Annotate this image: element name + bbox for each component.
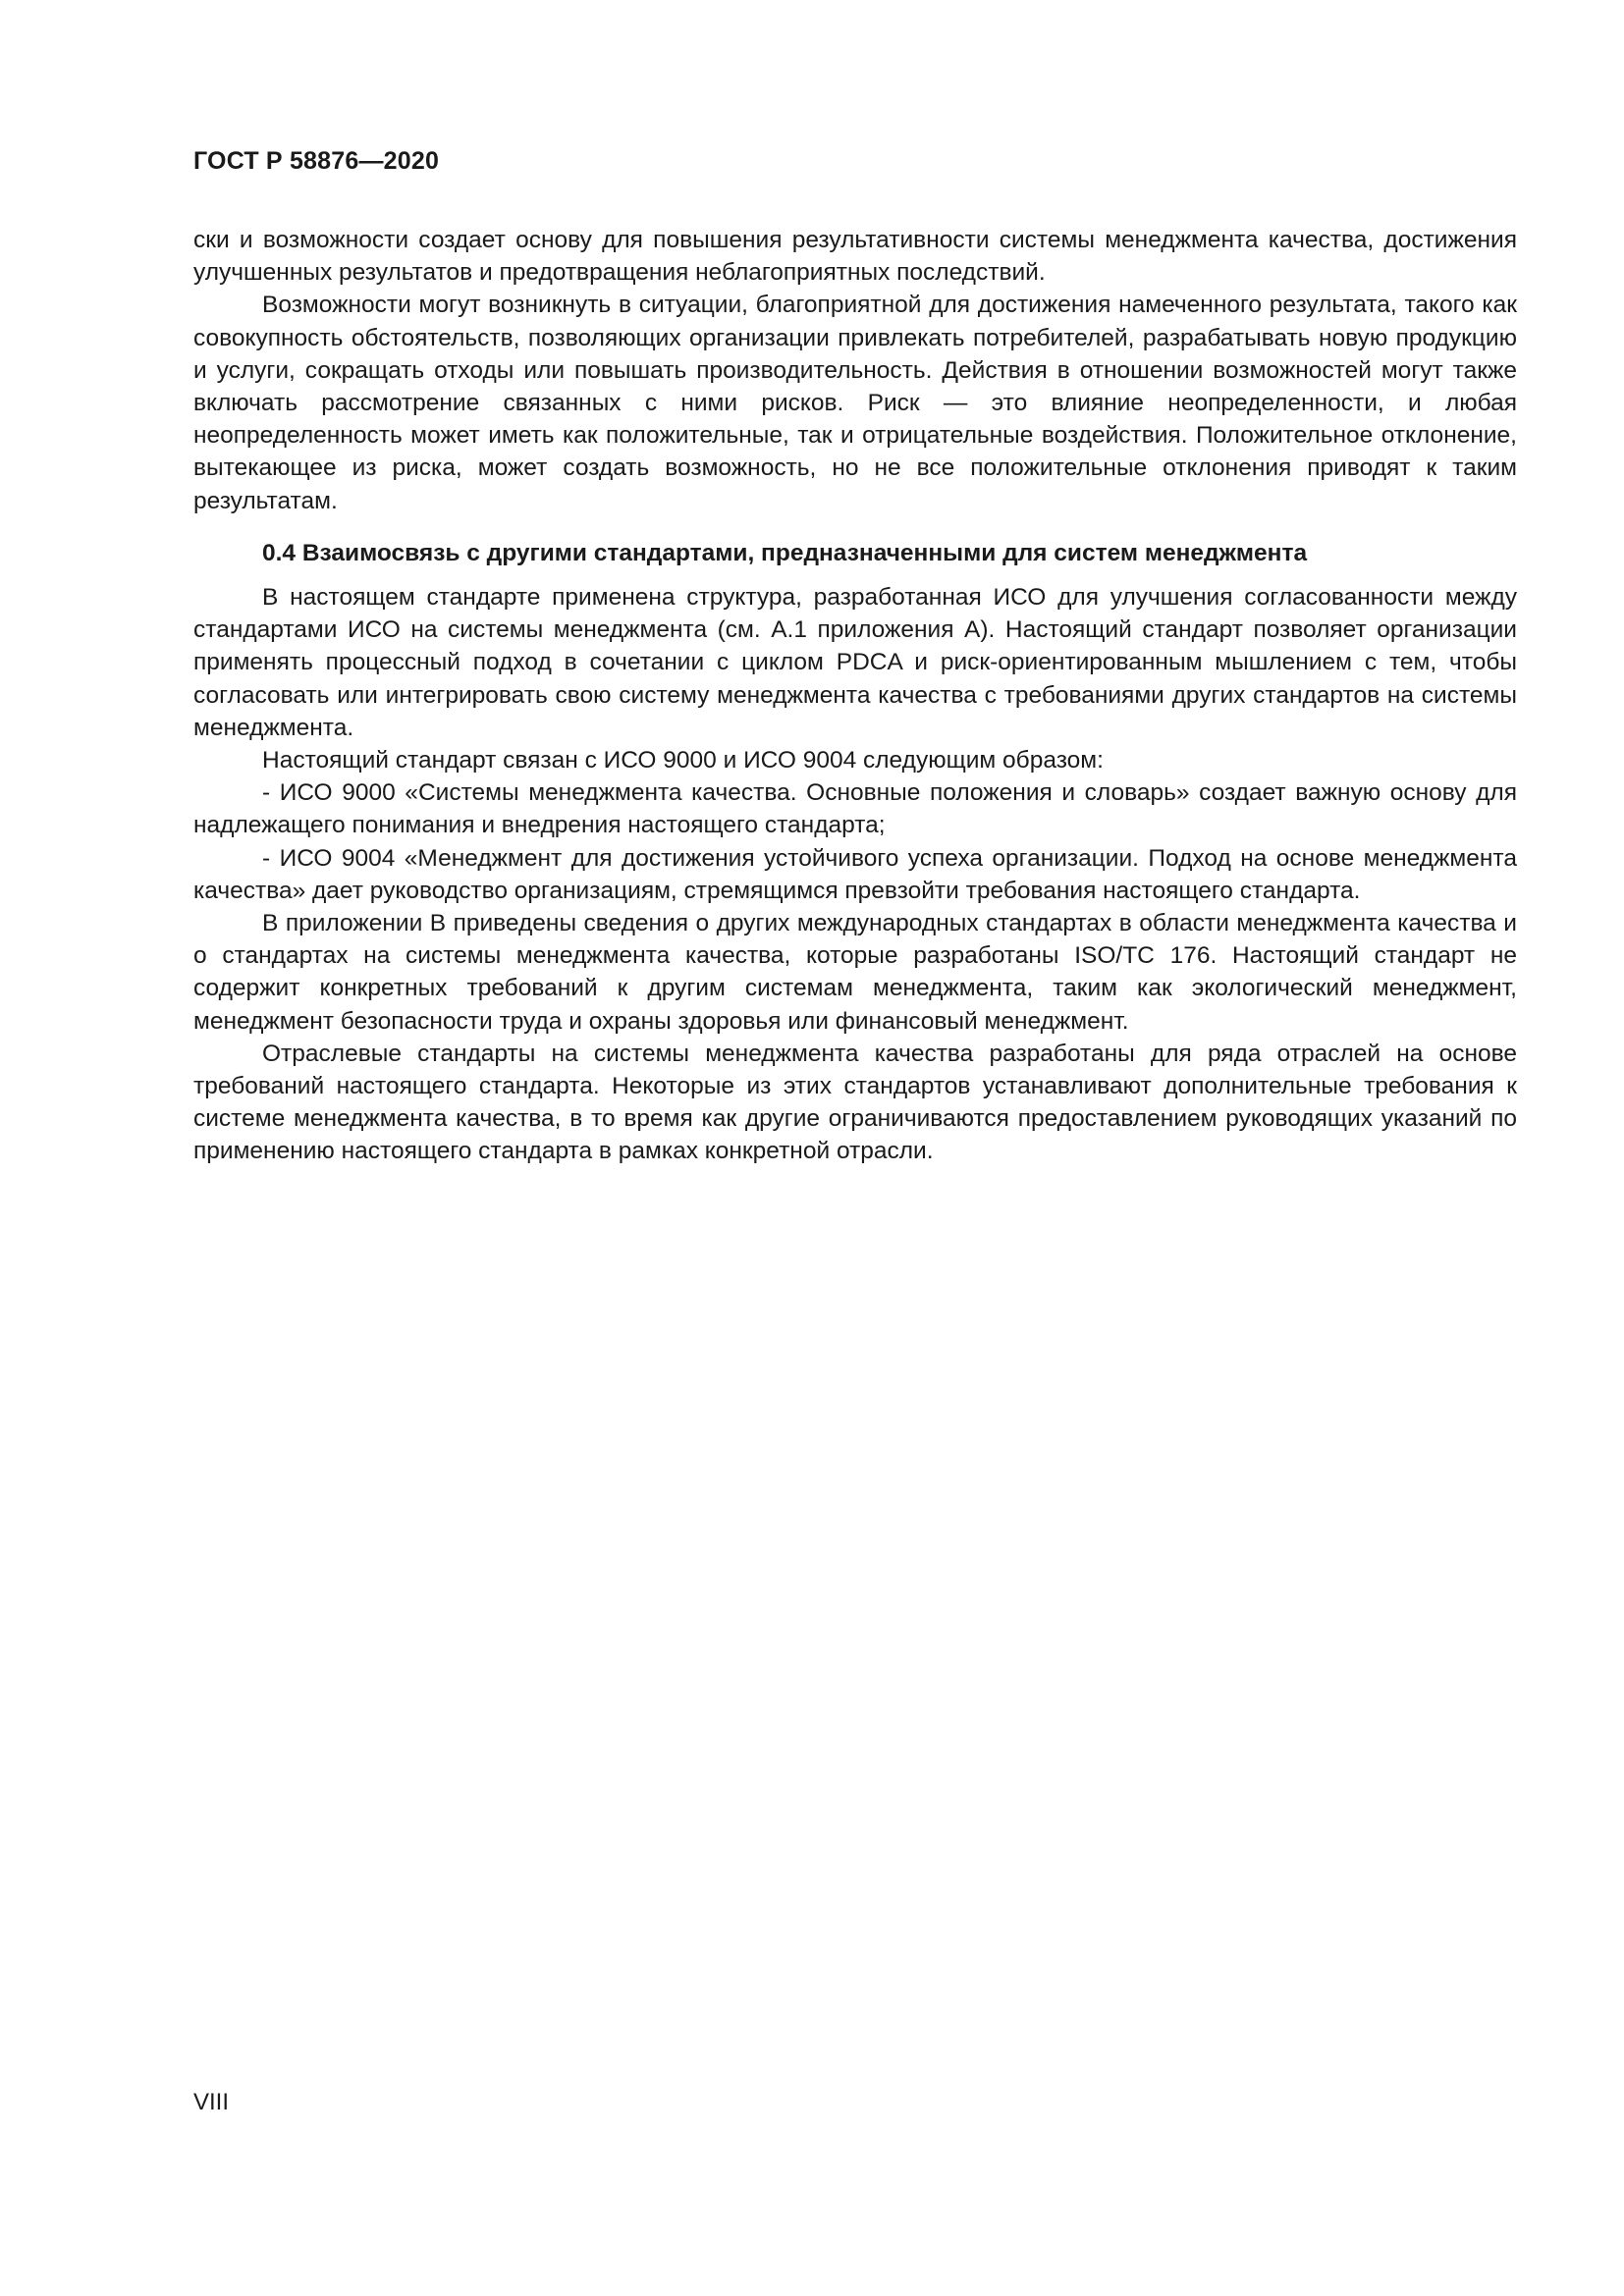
section-heading-0-4: 0.4 Взаимосвязь с другими стандартами, предназначенными для систем менеджмента [262,539,1308,566]
paragraph-opportunities: Возможности могут возникнуть в ситуации, благоприятной для достижения намеченного результата, такого как совокупность обстоятельств, позволяющих организации привлекать потребителей, разрабатывать новую продукцию и услуги, сокращать отходы или повышать производительность. Действия в отношении возможностей могут также включать рассмотрение связанных с ними рисков. Риск — это влияние неопределенности, и любая неопределенность может иметь как положительные, так и отрицательные воздействия. Положительное отклонение, вытекающее из риска, может создать возможность, но не все положительные отклонения приводят к таким результатам. [193,292,1517,514]
paragraph-continued: ски и возможности создает основу для повышения результативности системы менеджмента качества, достижения улучшенных результатов и предотвращения неблагоприятных последствий. [193,227,1517,287]
list-item-iso-9000: - ИСО 9000 «Системы менеджмента качества. Основные положения и словарь» создает важную основу для надлежащего понимания и внедрения настоящего стандарта; [193,779,1517,839]
paragraph-structure: В настоящем стандарте применена структура, разработанная ИСО для улучшения согласованности между стандартами ИСО на системы менеджмента (см. А.1 приложения А). Настоящий стандарт позволяет организации применять процессный подход в сочетании с циклом PDCA и риск-ориентированным мышлением с тем, чтобы согласовать или интегрировать свою систему менеджмента качества с требованиями других стандартов на системы менеджмента. [193,584,1517,741]
document-header: ГОСТ Р 58876—2020 [193,147,440,175]
list-item-iso-9004: - ИСО 9004 «Менеджмент для достижения устойчивого успеха организации. Подход на основе менеджмента качества» дает руководство организациям, стремящимся превзойти требования настоящего стандарта. [193,844,1517,904]
paragraph-annex-b: В приложении В приведены сведения о других международных стандартах в области менеджмента качества и о стандартах на системы менеджмента качества, которые разработаны ISO/TC 176. Настоящий стандарт не содержит конкретных требований к другим системам менеджмента, таким как экологический менеджмент, менеджмент безопасности труда и охраны здоровья или финансовый менеджмент. [193,910,1517,1035]
document-body [193,224,1517,1168]
paragraph-relation: Настоящий стандарт связан с ИСО 9000 и ИСО 9004 следующим образом: [262,747,1104,774]
page-number: VIII [193,2089,230,2115]
paragraph-sector-standards: Отраслевые стандарты на системы менеджмента качества разработаны для ряда отраслей на основе требований настоящего стандарта. Некоторые из этих стандартов устанавливают дополнительные требования к системе менеджмента качества, в то время как другие ограничиваются предоставлением руководящих указаний по применению настоящего стандарта в рамках конкретной отрасли. [193,1040,1517,1165]
